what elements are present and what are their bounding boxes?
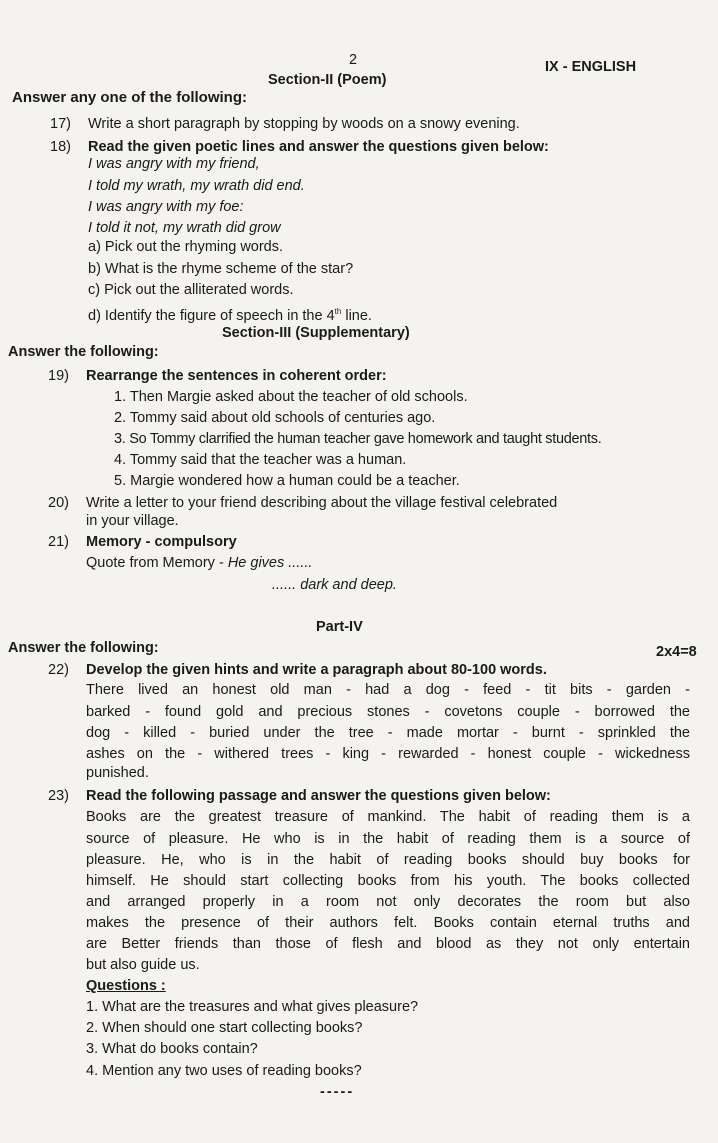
quote-end: ...... dark and deep. (272, 577, 397, 593)
section-3-title: Section-III (Supplementary) (222, 325, 410, 341)
superscript: th (334, 307, 342, 316)
q18-number: 18) (50, 139, 71, 155)
quote-start: He gives ...... (227, 555, 313, 571)
q18-sub-b: b) What is the rhyme scheme of the star? (88, 261, 354, 277)
passage-line: are Better friends than those of flesh and blood as they not only entertain (86, 936, 690, 952)
q23-text: Read the following passage and answer the questions given below: (86, 788, 551, 804)
q18-sub-a: a) Pick out the rhyming words. (88, 239, 284, 255)
list-item: 2. Tommy said about old schools of centuries ago. (114, 410, 436, 426)
hint-line: There lived an honest old man - had a dog - feed - tit bits - garden - (86, 682, 690, 698)
q17-text: Write a short paragraph by stopping by woods on a snowy evening. (88, 116, 520, 132)
passage-line: makes the presence of their authors felt. Books contain eternal truths and (86, 915, 690, 931)
passage-line: source of pleasure. He who is in the habit of reading them is a source of (86, 831, 690, 847)
page-number: 2 (349, 52, 358, 68)
marks-label: 2x4=8 (656, 644, 697, 660)
poem-line: I told it not, my wrath did grow (88, 220, 281, 236)
subject-label: IX - ENGLISH (545, 59, 637, 75)
q21-number: 21) (48, 534, 69, 550)
question-item: 1. What are the treasures and what gives pleasure? (86, 999, 419, 1015)
q18-sub-d-text: d) Identify the figure of speech in the 4 (88, 307, 335, 324)
question-item: 2. When should one start collecting books? (86, 1020, 363, 1036)
q23-number: 23) (48, 788, 69, 804)
question-item: 3. What do books contain? (86, 1041, 258, 1057)
q19-text: Rearrange the sentences in coherent order: (86, 368, 387, 384)
part-4-instruction: Answer the following: (8, 640, 159, 656)
q18-sub-c: c) Pick out the alliterated words. (88, 282, 294, 298)
q18-sub-d (88, 303, 372, 325)
quote-line (86, 554, 312, 572)
passage-line: but also guide us. (86, 957, 200, 973)
section-3-instruction: Answer the following: (8, 344, 159, 360)
q20-text: Write a letter to your friend describing about the village festival celebrated (86, 495, 558, 511)
list-item: 1. Then Margie asked about the teacher of old schools. (114, 389, 468, 405)
q22-text: Develop the given hints and write a paragraph about 80-100 words. (86, 662, 547, 678)
list-item: 4. Tommy said that the teacher was a human. (114, 452, 407, 468)
list-item: 5. Margie wondered how a human could be a teacher. (114, 473, 460, 489)
q22-number: 22) (48, 662, 69, 678)
q20-number: 20) (48, 495, 69, 511)
q18-sub-d-end: line. (341, 307, 372, 324)
poem-line: I was angry with my friend, (88, 156, 260, 172)
hint-line: dog - killed - buried under the tree - made mortar - burnt - sprinkled the (86, 725, 690, 741)
questions-title: Questions : (86, 978, 166, 994)
q17-number: 17) (50, 116, 71, 132)
hint-line: punished. (86, 765, 149, 781)
part-4-title: Part-IV (316, 619, 363, 635)
poem-line: I told my wrath, my wrath did end. (88, 178, 305, 194)
section-2-title: Section-II (Poem) (268, 72, 387, 88)
passage-line: pleasure. He, who is in the habit of reading books should buy books for (86, 852, 690, 868)
end-mark: ----- (320, 1084, 355, 1100)
hint-line: barked - found gold and precious stones - covetons couple - borrowed the (86, 704, 690, 720)
poem-line: I was angry with my foe: (88, 199, 244, 215)
q21-text: Memory - compulsory (86, 534, 237, 550)
section-2-instruction: Answer any one of the following: (12, 89, 248, 106)
list-item: 3. So Tommy clarrified the human teacher gave homework and taught students. (114, 431, 602, 447)
q19-number: 19) (48, 368, 69, 384)
question-item: 4. Mention any two uses of reading books? (86, 1063, 362, 1079)
hint-line: ashes on the - withered trees - king - rewarded - honest couple - wickedness (86, 746, 690, 762)
passage-line: Books are the greatest treasure of mankind. The habit of reading them is a (86, 809, 690, 825)
q18-text: Read the given poetic lines and answer the questions given below: (88, 139, 549, 155)
passage-line: and arranged properly in a room not only decorates the room but also (86, 894, 690, 910)
q20-text: in your village. (86, 513, 179, 529)
passage-line: himself. He should start collecting books from his youth. The books collected (86, 873, 690, 889)
quote-label: Quote from Memory - (86, 555, 228, 571)
